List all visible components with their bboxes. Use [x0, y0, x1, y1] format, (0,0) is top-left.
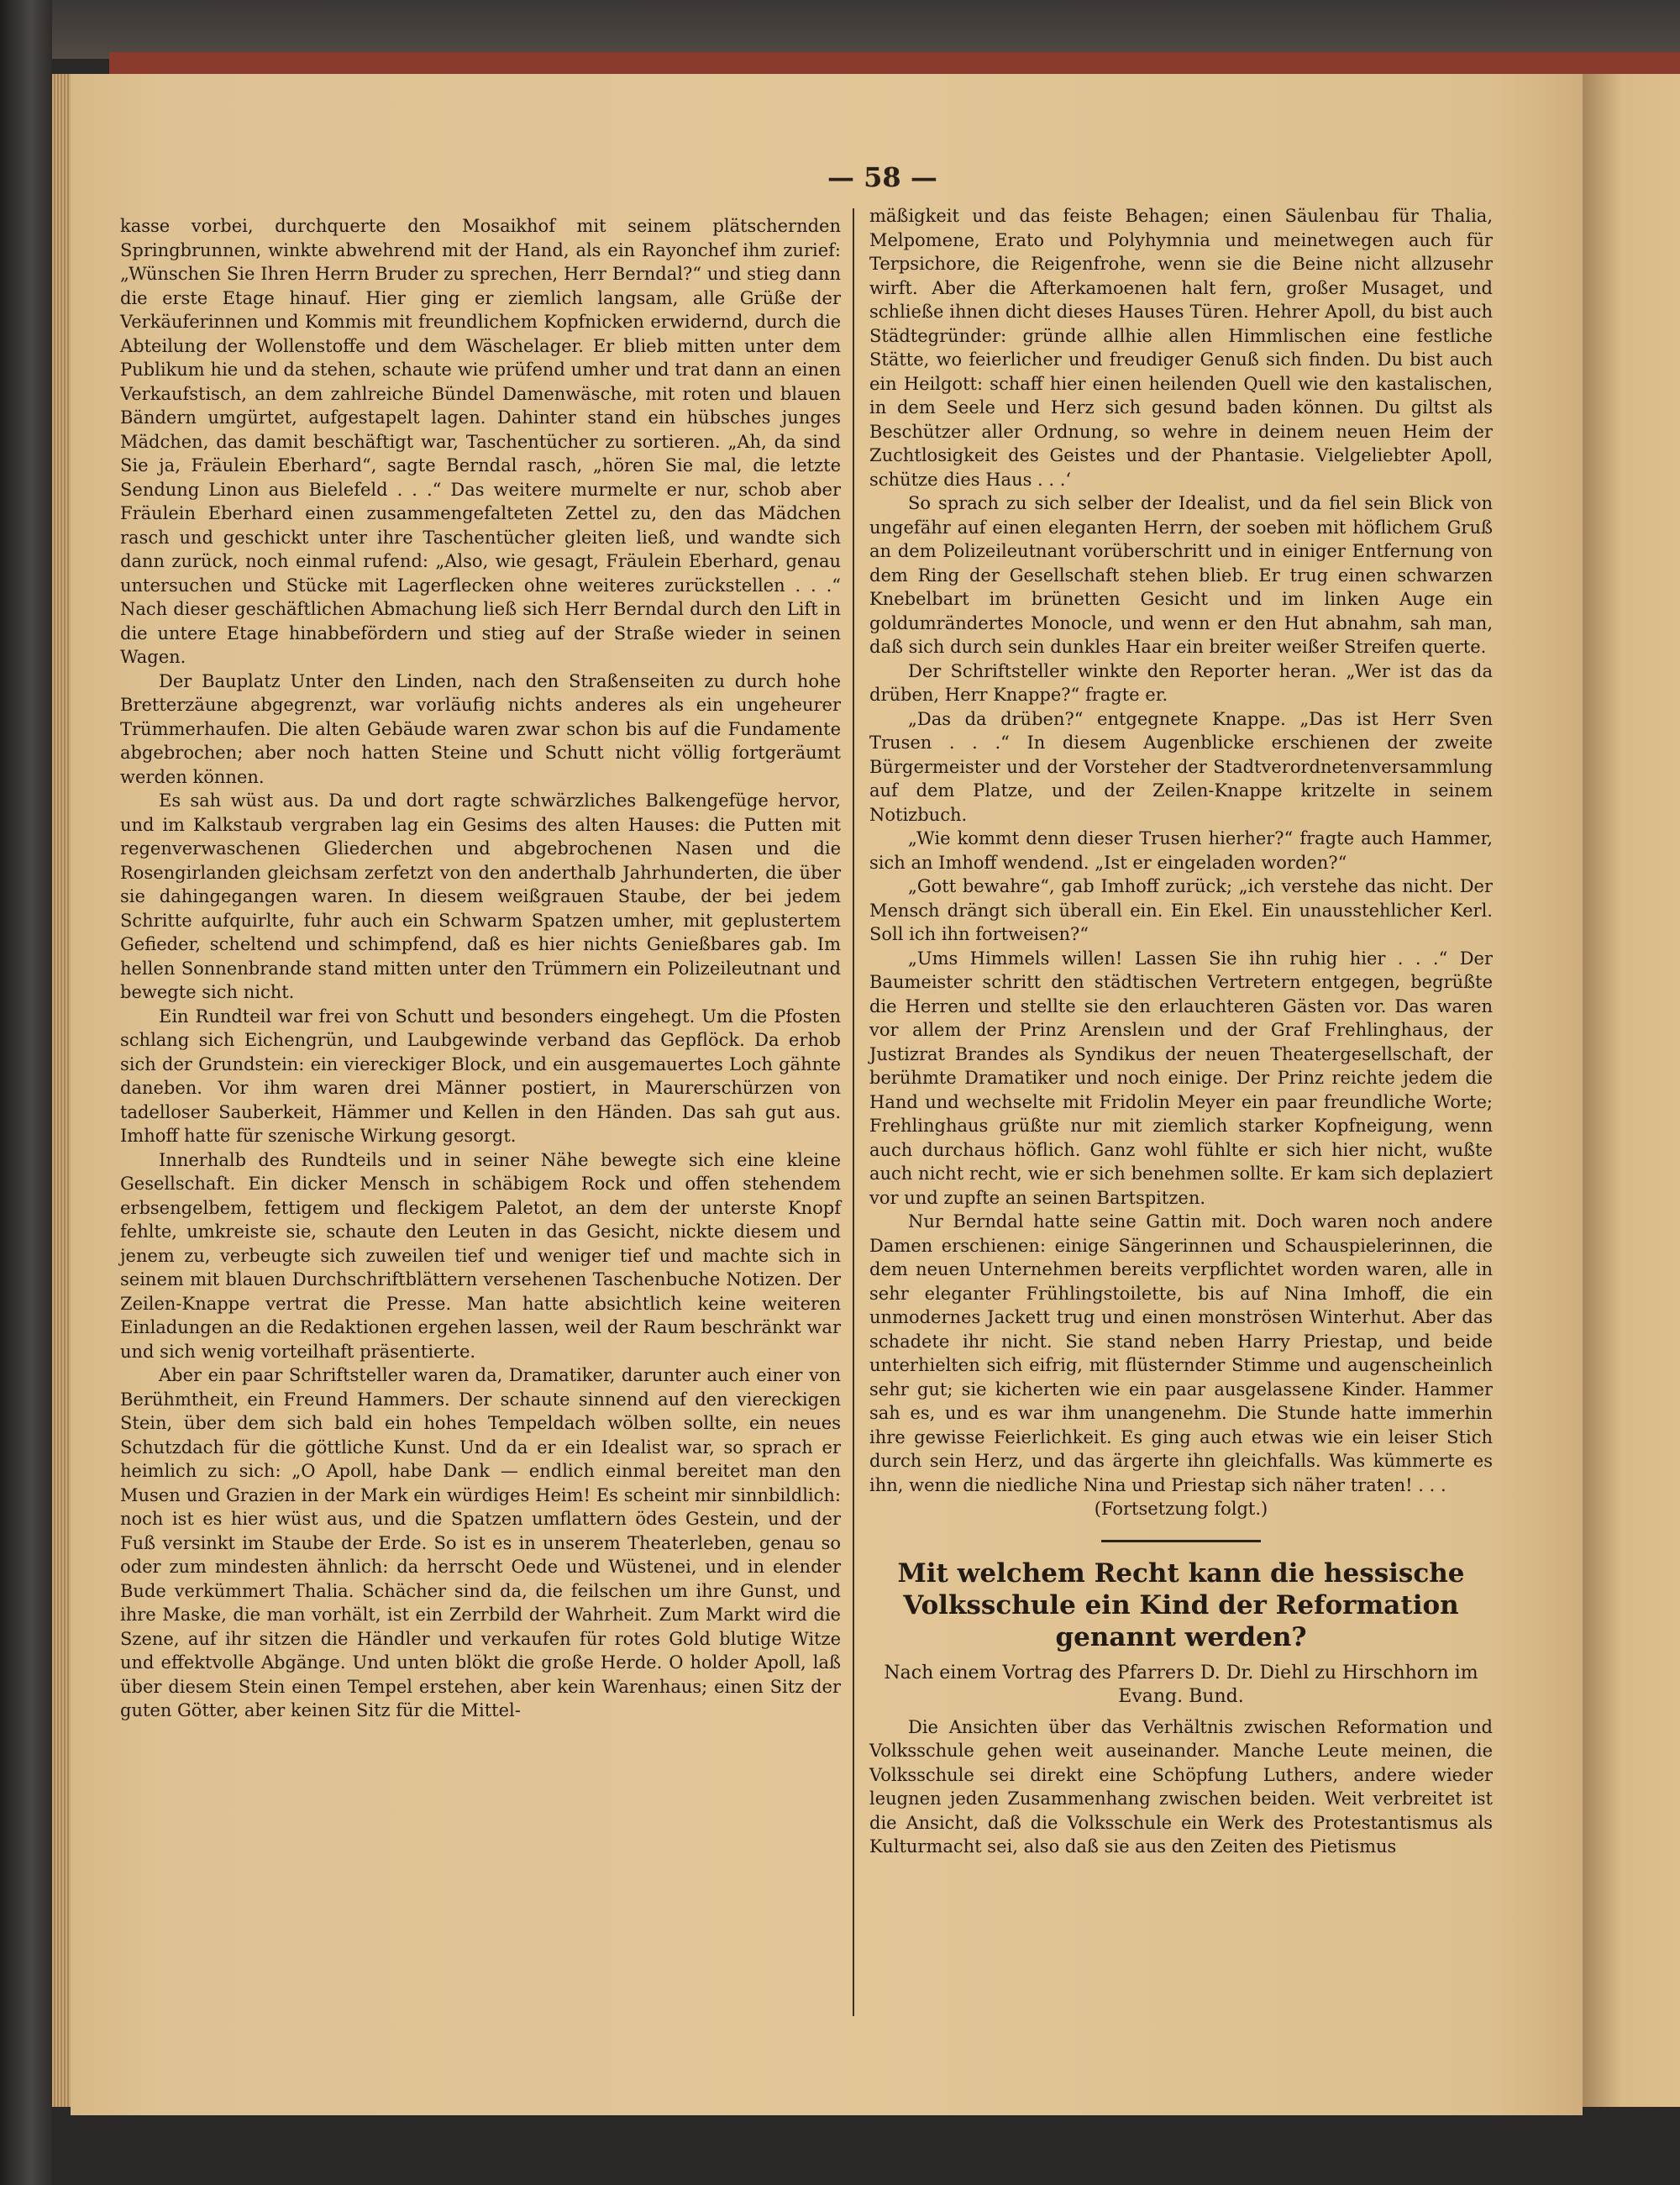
right-paragraph-8: Nur Berndal hatte seine Gattin mit. Doch waren noch andere Damen erschienen: einige Sängerinnen und Schauspielerinnen, die dem neuen Unternehmen bereits verpflichtet worden waren, alle in sehr eleganter Frühlingstoilette, bis auf Nina Imhoff, die ein unmodernes Jackett trug und einen monströsen Winterhut. Aber das schadete ihr nicht. Sie stand neben Harry Priestap, und beide unterhielten sich eifrig, mit flüsternder Stimme und augenscheinlich sehr gut; sie kicherten wie ein paar ausgelassene Kinder. Hammer sah es, und es war ihm unangenehm. Die Stunde hatte immerhin ihre gewisse Feierlichkeit. Es ging auch etwas wie ein leiser Stich durch sein Herz, und das ärgerte ihn gleichfalls. Was kümmerte es ihn, wenn die niedliche Nina und Priestap sich näher traten! . . .	[869, 1211, 1493, 1495]
left-paragraph-4: Ein Rundteil war frei von Schutt und besonders eingehegt. Um die Pfosten schlang sich Eichengrün, und Laubgewinde verband das Gepflöck. Da erhob sich der Grundstein: ein viereckiger Block, und ein ausgemauertes Loch gähnte daneben. Vor ihm waren drei Männer postiert, in Maurerschürzen von tadelloser Sauberkeit, Hämmer und Kellen in den Händen. Das sah gut aus. Imhoff hatte für szenische Wirkung gesorgt.	[120, 1006, 841, 1146]
facing-page-edge	[1583, 74, 1680, 2107]
right-paragraph-4: „Das da drüben?“ entgegnete Knappe. „Das ist Herr Sven Trusen . . .“ In diesem Augenblicke erschienen der zweite Bürgermeister und der Vorsteher der Stadtverordnetenversammlung auf dem Platze, und der Zeilen-Knappe kritzelte in seinem Notizbuch.	[869, 708, 1493, 825]
right-paragraph-2: So sprach zu sich selber der Idealist, und da fiel sein Blick von ungefähr auf einen eleganten Herrn, der soeben mit höflichem Gruß an dem Polizeileutnant vorüberschritt und in einiger Entfernung von dem Ring der Gesellschaft stehen blieb. Er trug einen schwarzen Knebelbart im brünetten Gesicht und im linken Auge ein goldumrändertes Monocle, und wenn er den Hut abnahm, sah man, daß sich durch sein dunkles Haar ein breiter weißer Streifen querte.	[869, 493, 1493, 657]
book-cover-left	[0, 0, 52, 2185]
left-paragraph-6: Aber ein paar Schriftsteller waren da, Dramatiker, darunter auch einer von Berühmtheit, ein Freund Hammers. Der schaute sinnend auf den viereckigen Stein, über dem sich bald ein hohes Tempeldach wölben sollte, ein neues Schutzdach für die göttliche Kunst. Und da er ein Idealist war, so sprach er heimlich zu sich: „O Apoll, habe Dank — endlich einmal bereitet man den Musen und Grazien in der Mark ein würdiges Heim! Es scheint mir sinnbildlich: noch ist es hier wüst aus, und die Spatzen umflattern ödes Gestein, und der Fuß versinkt im Staube der Erde. So ist es in unserem Theaterleben, genau so oder zum mindesten ähnlich: da herrscht Oede und Wüstenei, und in elender Bude verkümmert Thalia. Schächer sind da, die feilschen um ihre Gunst, und ihre Maske, die man vorhält, ist ein Zerrbild der Wahrheit. Zum Markt wird die Szene, auf ihr sitzen die Händler und verkaufen für rotes Gold blutige Witze und effektvolle Abgänge. Und unten blökt die große Herde. O holder Apoll, laß über diesem Stein einen Tempel erstehen, aber kein Warenhaus; einen Sitz der guten Götter, aber keinen Sitz für die Mittel-	[120, 1365, 841, 1720]
article-subtitle: Nach einem Vortrag des Pfarrers D. Dr. Diehl zu Hirschhorn im Evang. Bund.	[884, 1662, 1478, 1707]
left-column	[120, 214, 841, 1723]
right-paragraph-7: „Ums Himmels willen! Lassen Sie ihn ruhig hier . . .“ Der Baumeister schritt den städtischen Vertretern entgegen, begrüßte die Herren und stellte sie den erlauchteren Gästen vor. Das waren vor allem der Prinz Arensleın und der Graf Frehlinghaus, der Justizrat Brandes als Syndikus der neuen Theatergesellschaft, der berühmte Dramatiker und noch einige. Der Prinz reichte jedem die Hand und wechselte mit Fridolin Meyer ein paar freundliche Worte; Frehlinghaus grüßte nur mit ziemlich starker Kopfneigung, wenn auch durchaus höflich. Ganz wohl fühlte er sich hier nicht, wußte auch nicht recht, wie er sich benehmen sollte. Er kam sich deplaziert vor und zupfte an seinen Bartspitzen.	[869, 948, 1493, 1208]
right-paragraph-3: Der Schriftsteller winkte den Reporter heran. „Wer ist das da drüben, Herr Knappe?“ fragte er.	[869, 660, 1493, 705]
right-paragraph-5: „Wie kommt denn dieser Trusen hierher?“ fragte auch Hammer, sich an Imhoff wendend. „Ist er eingeladen worden?“	[869, 828, 1493, 873]
book-cover-top	[0, 0, 1680, 59]
section-separator	[1101, 1540, 1261, 1542]
right-paragraph-6: „Gott bewahre“, gab Imhoff zurück; „ich verstehe das nicht. Der Mensch drängt sich überall ein. Ein Ekel. Ein unausstehlicher Kerl. Soll ich ihn fortweisen?“	[869, 876, 1493, 944]
left-paragraph-2: Der Bauplatz Unter den Linden, nach den Straßenseiten zu durch hohe Bretterzäune abgegrenzt, war vorläufig nichts anderes als ein ungeheurer Trümmerhaufen. Die alten Gebäude waren zwar schon bis auf die Fundamente abgebrochen; aber noch hatten Steine und Schutt nicht völlig fortgeräumt werden können.	[120, 670, 841, 787]
article-body: Die Ansichten über das Verhältnis zwischen Reformation und Volksschule gehen weit auseinander. Manche Leute meinen, die Volksschule sei direkt eine Schöpfung Luthers, andere wieder leugnen jeden Zusammenhang zwischen beiden. Weit verbreitet ist die Ansicht, daß die Volksschule ein Werk des Protestantismus als Kulturmacht sei, also daß sie aus den Zeiten des Pietismus	[869, 1716, 1493, 1857]
left-paragraph-1: kasse vorbei, durchquerte den Mosaikhof mit seinem plätschernden Springbrunnen, winkte abwehrend mit der Hand, als ein Rayonchef ihm zurief: „Wünschen Sie Ihren Herrn Bruder zu sprechen, Herr Berndal?“ und stieg dann die erste Etage hinauf. Hier ging er ziemlich langsam, alle Grüße der Verkäuferinnen und Kommis mit freundlichem Kopfnicken erwidernd, durch die Abteilung der Wollenstoffe und dem Wäschelager. Er blieb mitten unter dem Publikum hie und da stehen, schaute wie prüfend umher und trat dann an einen Verkaufstisch, an dem zahlreiche Bündel Damenwäsche, mit roten und blauen Bändern umgürtet, aufgestapelt lagen. Dahinter stand ein hübsches junges Mädchen, das damit beschäftigt war, Taschentücher zu sortieren. „Ah, da sind Sie ja, Fräulein Eberhard“, sagte Berndal rasch, „hören Sie mal, die letzte Sendung Linon aus Bielefeld . . .“ Das weitere murmelte er nur, schob aber Fräulein Eberhard einen zusammengefalteten Zettel zu, den das Mädchen rasch und geschickt unter ihre Taschentücher gleiten ließ, und wandte sich dann zurück, noch einmal rufend: „Also, wie gesagt, Fräulein Eberhard, genau untersuchen und Stücke mit Lagerflecken ohne weiteres zurückstellen . . .“ Nach dieser geschäftlichen Abmachung ließ sich Herr Berndal durch den Lift in die untere Etage hinabbefördern und stieg auf der Straße wieder in seinen Wagen.	[120, 216, 841, 667]
page-number: — 58 —	[827, 161, 937, 193]
left-paragraph-3: Es sah wüst aus. Da und dort ragte schwärzliches Balkengefüge hervor, und im Kalkstaub vergraben lag ein Gesims des alten Hauses: die Putten mit regenverwaschenen Gliederchen und abgebrochenen Nasen und die Rosengirlanden gleichsam zerfetzt von den anderthalb Jahrhunderten, die über sie dahingegangen waren. In diesem weißgrauen Staube, der bei jedem Schritte aufquirlte, fuhr auch ein Schwarm Spatzen umher, mit geplustertem Gefieder, scheltend und schimpfend, daß es hier nichts Genießbares gab. Im hellen Sonnenbrande stand mitten unter den Trümmern ein Polizeileutnant und bewegte sich nicht.	[120, 790, 841, 1002]
right-paragraph-1: mäßigkeit und das feiste Behagen; einen Säulenbau für Thalia, Melpomene, Erato und Polyhymnia und meinetwegen auch für Terpsichore, die Reigenfrohe, wenn sie die Beine nicht allzusehr wirft. Aber die Afterkamoenen halt fern, großer Musaget, und schließe ihnen dicht dieses Hauses Türen. Hehrer Apoll, du bist auch Städtegründer: gründe allhie allen Himmlischen eine festliche Stätte, wo feierlicher und freudiger Genuß sich finden. Du bist auch ein Heilgott: schaff hier einen heilenden Quell wie den kastalischen, in dem Seele und Herz sich gesund baden können. Du giltst als Beschützer aller Ordnung, so wehre in deinem neuen Heim der Zuchtlosigkeit des Geistes und der Phantasie. Vielgeliebter Apoll, schütze dies Haus . . .‘	[869, 206, 1493, 490]
page-stack-edge	[52, 74, 71, 2107]
article-title: Mit welchem Recht kann die hessische Volksschule ein Kind der Reformation genannt werden?	[897, 1557, 1465, 1652]
right-column	[869, 204, 1493, 1859]
continuation-note: (Fortsetzung folgt.)	[1094, 1499, 1268, 1519]
left-paragraph-5: Innerhalb des Rundteils und in seiner Nähe bewegte sich eine kleine Gesellschaft. Ein dicker Mensch in schäbigem Rock und offen stehendem erbsengelbem, fettigem und fleckigem Paletot, an dem der unterste Knopf fehlte, umkreiste sie, schaute den Leuten in das Gesicht, nickte diesem und jenem zu, verbeugte sich zuweilen tief und weniger tief und machte sich in seinem mit blauen Durchschriftblättern versehenen Taschenbuche Notizen. Der Zeilen-Knappe vertrat die Presse. Man hatte absichtlich keine weiteren Einladungen an die Redaktionen ergehen lassen, weil der Raum beschränkt war und sich wenig vorteilhaft präsentierte.	[120, 1149, 841, 1362]
column-divider	[853, 208, 854, 2016]
